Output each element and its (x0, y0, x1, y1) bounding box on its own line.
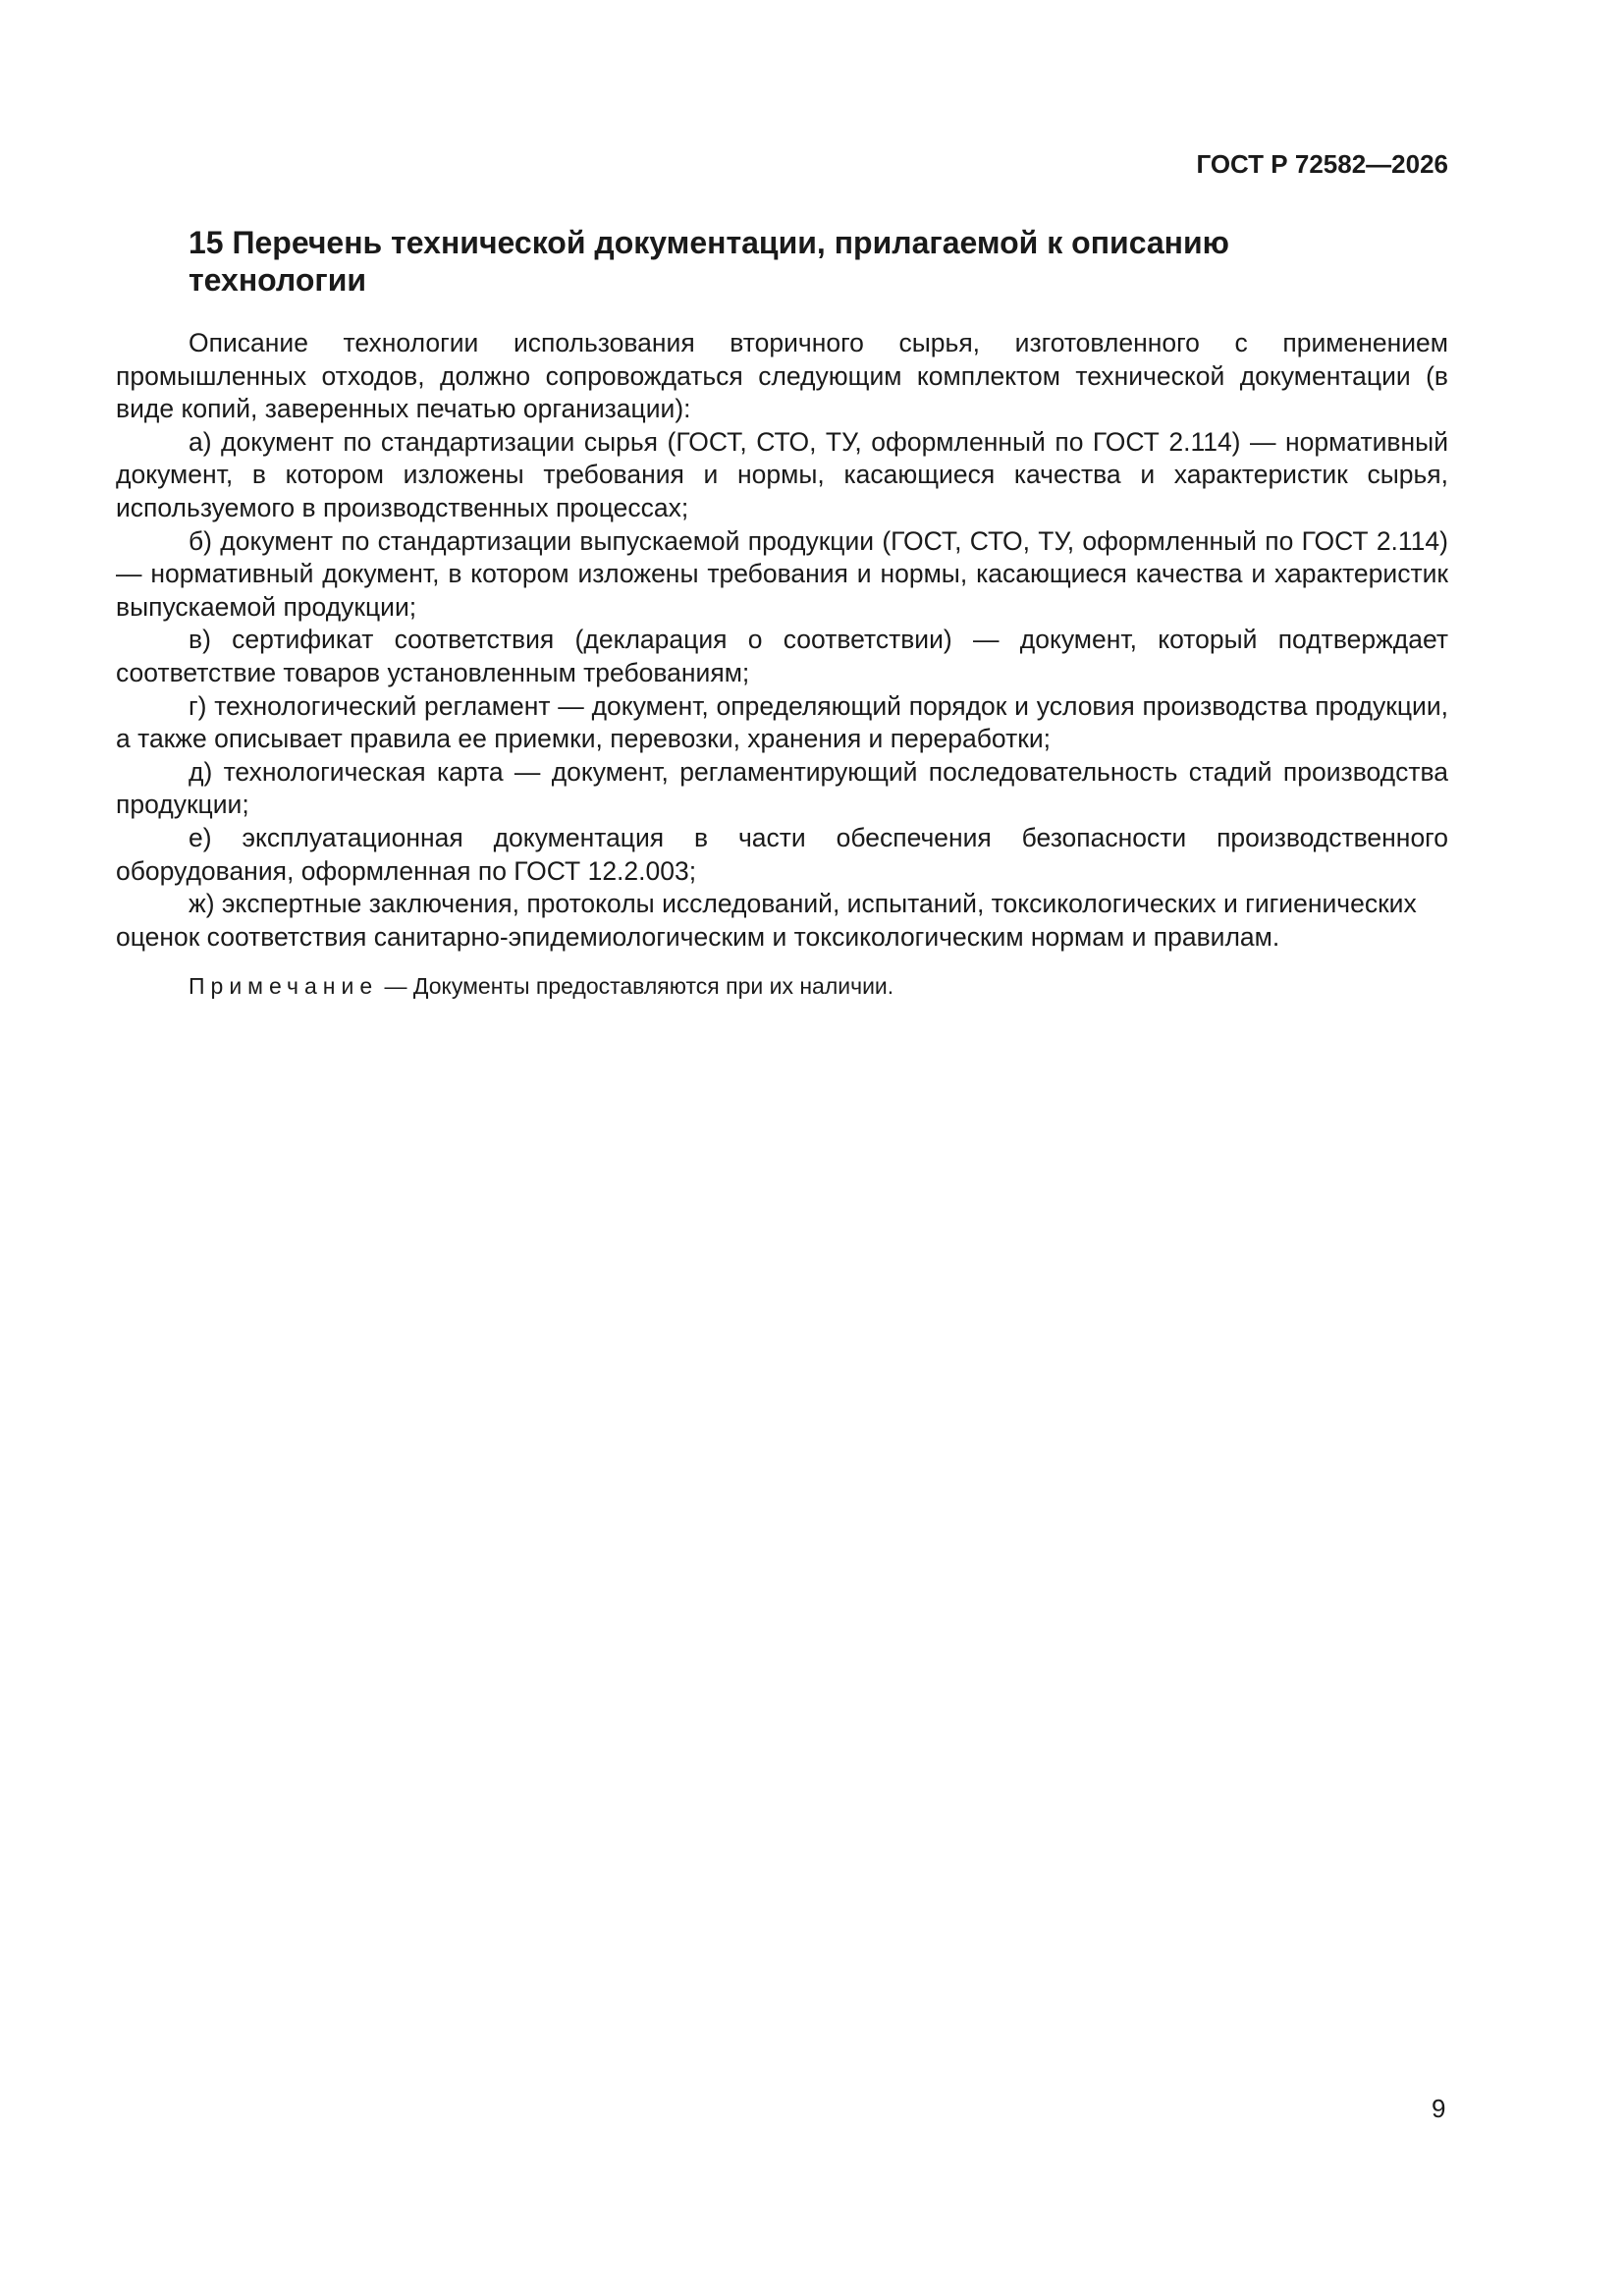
document-code: ГОСТ Р 72582—2026 (1196, 149, 1448, 179)
list-item-b: б) документ по стандартизации выпускаемой продукции (ГОСТ, СТО, ТУ, оформленный по ГОСТ 2.114) — нормативный документ, в котором изложены требования и нормы, касающиеся качества и характеристик выпускаемой продукции; (116, 525, 1448, 622)
page-number: 9 (1432, 2094, 1446, 2123)
intro-paragraph: Описание технологии использования вторичного сырья, изготовленного с применением промышленных отходов, должно сопровождаться следующим комплектом технической документации (в виде копий, заверенных печатью организации): (116, 328, 1448, 424)
list-item-g: г) технологический регламент — документ, определяющий порядок и условия производства продукции, а также описывает правила ее приемки, перевозки, хранения и переработки; (116, 690, 1448, 754)
note-text: — Документы предоставляются при их наличии. (378, 973, 894, 999)
section-title: 15 Перечень технической документации, прилагаемой к описанию технологии (189, 225, 1229, 298)
list-item-d: д) технологическая карта — документ, регламентирующий последовательность стадий производства продукции; (116, 756, 1448, 820)
list-item-v: в) сертификат соответствия (декларация о соответствии) — документ, который подтверждает соответствие товаров установленным требованиям; (116, 625, 1448, 687)
list-item-zh: ж) экспертные заключения, протоколы исследований, испытаний, токсикологических и гигиенических оценок соответствия санитарно-эпидемиологическим и токсикологическим нормам и правилам. (116, 889, 1417, 952)
note-label: Примечание (189, 973, 379, 999)
list-item-e: е) эксплуатационная документация в части обеспечения безопасности производственного оборудования, оформленная по ГОСТ 12.2.003; (116, 822, 1448, 886)
list-item-a: а) документ по стандартизации сырья (ГОСТ, СТО, ТУ, оформленный по ГОСТ 2.114) — нормативный документ, в котором изложены требования и нормы, касающиеся качества и характеристик сырья, используемого в производственных процессах; (116, 426, 1448, 522)
note (189, 971, 893, 1001)
section-body (116, 327, 1448, 954)
